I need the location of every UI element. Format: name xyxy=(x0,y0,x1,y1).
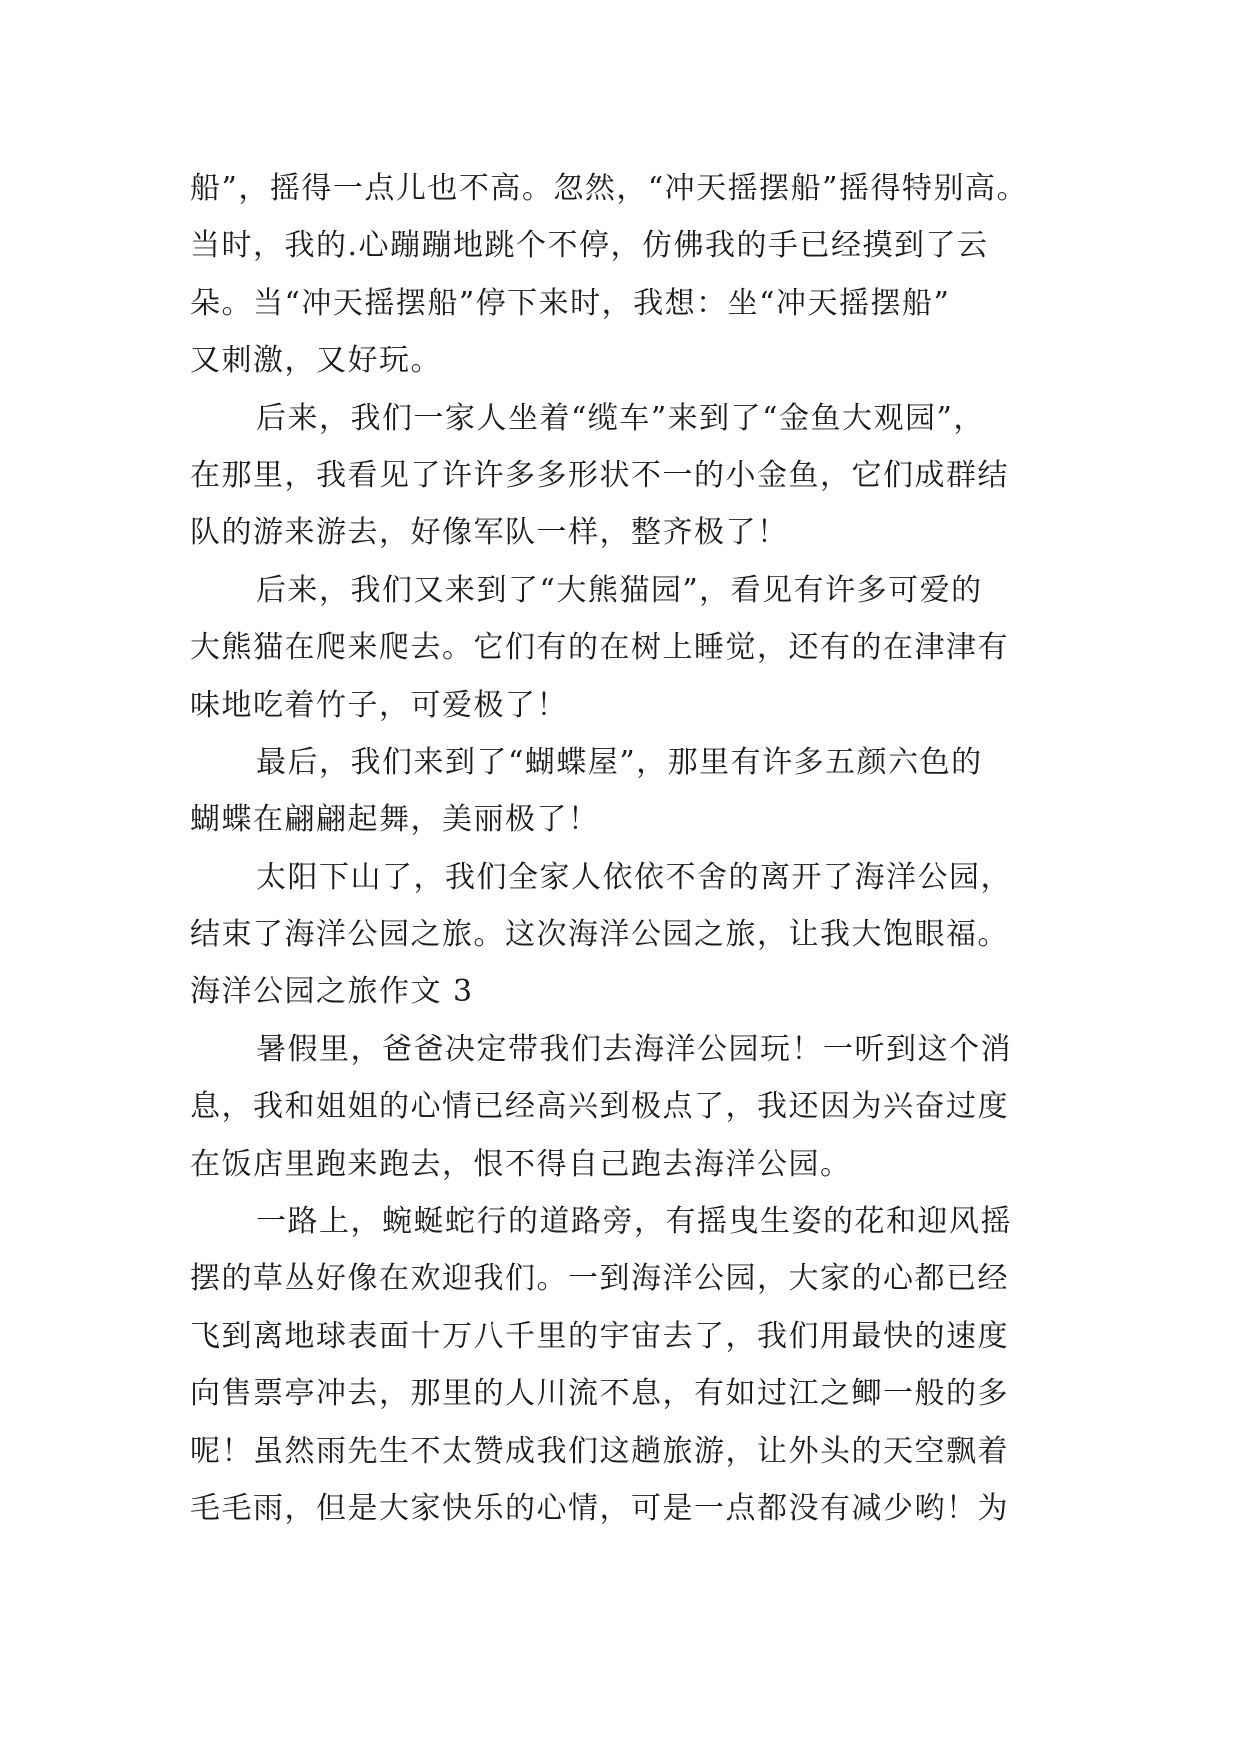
text-line: 当时，我的.心蹦蹦地跳个不停，仿佛我的手已经摸到了云 xyxy=(190,228,989,264)
text-line: 后来，我们一家人坐着“缆车”来到了“金鱼大观园”， xyxy=(256,400,985,436)
text-line: 味地吃着竹子，可爱极了！ xyxy=(190,687,568,723)
text-line: 最后，我们来到了“蝴蝶屋”，那里有许多五颜六色的 xyxy=(256,744,983,780)
text-line: 飞到离地球表面十万八千里的宇宙去了，我们用最快的速度 xyxy=(190,1318,1009,1354)
essay-body xyxy=(190,160,1050,1537)
text-line: 毛毛雨，但是大家快乐的心情，可是一点都没有减少哟！为 xyxy=(190,1490,1009,1526)
text-line: 息，我和姐姐的心情已经高兴到极点了，我还因为兴奋过度 xyxy=(190,1089,1009,1125)
text-line: 结束了海洋公园之旅。这次海洋公园之旅，让我大饱眼福。 xyxy=(190,917,1009,953)
text-line: 在那里，我看见了许许多多形状不一的小金鱼，它们成群结 xyxy=(190,457,1009,493)
text-line: 蝴蝶在翩翩起舞，美丽极了！ xyxy=(190,802,600,838)
text-line: 大熊猫在爬来爬去。它们有的在树上睡觉，还有的在津津有 xyxy=(190,630,1009,666)
text-line: 后来，我们又来到了“大熊猫园”，看见有许多可爱的 xyxy=(256,572,983,608)
text-line: 呢！虽然雨先生不太赞成我们这趟旅游，让外头的天空飘着 xyxy=(190,1433,1009,1469)
text-line: 向售票亭冲去，那里的人川流不息，有如过江之鲫一般的多 xyxy=(190,1376,1009,1412)
text-line: 队的游来游去，好像军队一样，整齐极了！ xyxy=(190,515,789,551)
text-line: 海洋公园之旅作文 3 xyxy=(190,974,474,1010)
text-line: 在饭店里跑来跑去，恨不得自己跑去海洋公园。 xyxy=(190,1146,852,1182)
text-line: 摆的草丛好像在欢迎我们。一到海洋公园，大家的心都已经 xyxy=(190,1261,1009,1297)
text-line: 朵。当“冲天摇摆船”停下来时，我想：坐“冲天摇摆船” xyxy=(190,285,951,321)
text-line: 又刺激，又好玩。 xyxy=(190,343,442,379)
text-line: 太阳下山了，我们全家人依依不舍的离开了海洋公园， xyxy=(256,859,1012,895)
text-line: 暑假里，爸爸决定带我们去海洋公园玩！一听到这个消 xyxy=(256,1031,1012,1067)
text-line: 一路上，蜿蜒蛇行的道路旁，有摇曳生姿的花和迎风摇 xyxy=(256,1204,1012,1240)
text-line: 船”，摇得一点儿也不高。忽然，“冲天摇摆船”摇得特别高。 xyxy=(190,171,1029,206)
